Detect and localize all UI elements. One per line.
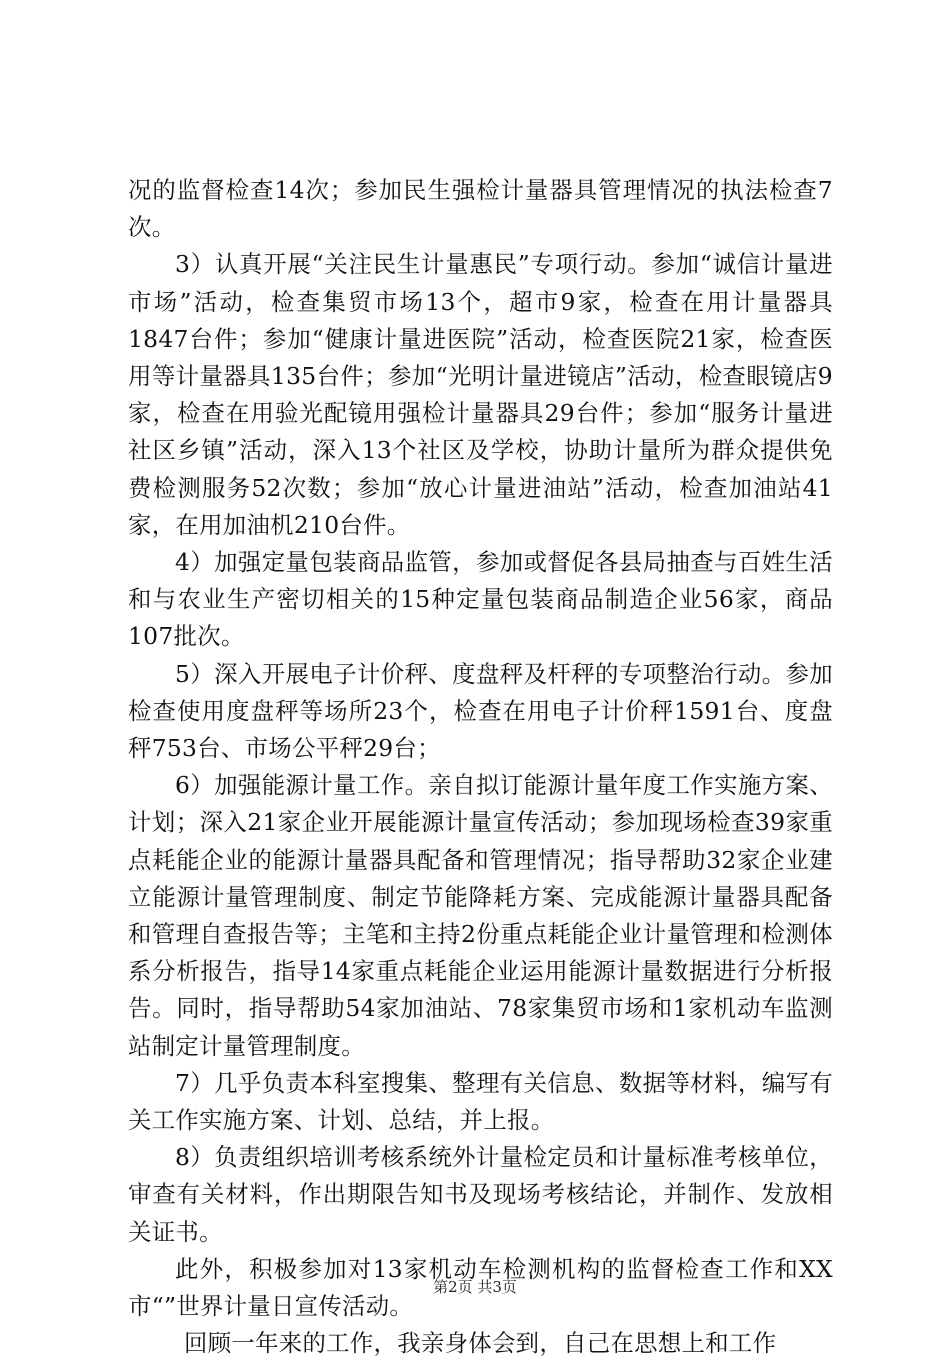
page-number-footer: 第2页 共3页 bbox=[433, 1278, 517, 1296]
paragraph-additional: 此外，积极参加对13家机动车检测机构的监督检查工作和XX市“”世界计量日宣传活动。 bbox=[128, 1254, 833, 1321]
paragraph-item-8: 8）负责组织培训考核系统外计量检定员和计量标准考核单位，审查有关材料，作出期限告知书及现场考核结论，并制作、发放相关证书。 bbox=[128, 1143, 833, 1246]
paragraph-item-4: 4）加强定量包装商品监管，参加或督促各县局抽查与百姓生活和与农业生产密切相关的15种定量包装商品制造企业56家，商品107批次。 bbox=[128, 548, 833, 651]
paragraph-item-6: 6）加强能源计量工作。亲自拟订能源计量年度工作实施方案、计划；深入21家企业开展能源计量宣传活动；参加现场检查39家重点耗能企业的能源计量器具配备和管理情况；指导帮助32家企业建立能源计量管理制度、制定节能降耗方案、完成能源计量器具配备和管理自查报告等；主笔和主持2份重点耗能企业计量管理和检测体系分析报告，指导14家重点耗能企业运用能源计量数据进行分析报告。同时，指导帮助54家加油站、78家集贸市场和1家机动车监测站制定计量管理制度。 bbox=[128, 771, 833, 1060]
document-body bbox=[128, 172, 833, 1363]
paragraph-continuation: 况的监督检查14次；参加民生强检计量器具管理情况的执法检查7次。 bbox=[128, 176, 833, 242]
paragraph-review: 回顾一年来的工作，我亲身体会到，自己在思想上和工作 bbox=[184, 1329, 777, 1358]
paragraph-item-7: 7）几乎负责本科室搜集、整理有关信息、数据等材料，编写有关工作实施方案、计划、总结，并上报。 bbox=[128, 1068, 833, 1135]
paragraph-item-3: 3）认真开展“关注民生计量惠民”专项行动。参加“诚信计量进市场”活动，检查集贸市场13个，超市9家，检查在用计量器具1847台件；参加“健康计量进医院”活动，检查医院21家，检查医用等计量器具135台件；参加“光明计量进镜店”活动，检查眼镜店9家，检查在用验光配镜用强检计量器具29台件；参加“服务计量进社区乡镇”活动，深入13个社区及学校，协助计量所为群众提供免费检测服务52次数；参加“放心计量进油站”活动，检查加油站41家，在用加油机210台件。 bbox=[128, 250, 833, 539]
paragraph-item-5: 5）深入开展电子计价秤、度盘秤及杆秤的专项整治行动。参加检查使用度盘秤等场所23个，检查在用电子计价秤1591台、度盘秤753台、市场公平秤29台； bbox=[128, 659, 833, 763]
